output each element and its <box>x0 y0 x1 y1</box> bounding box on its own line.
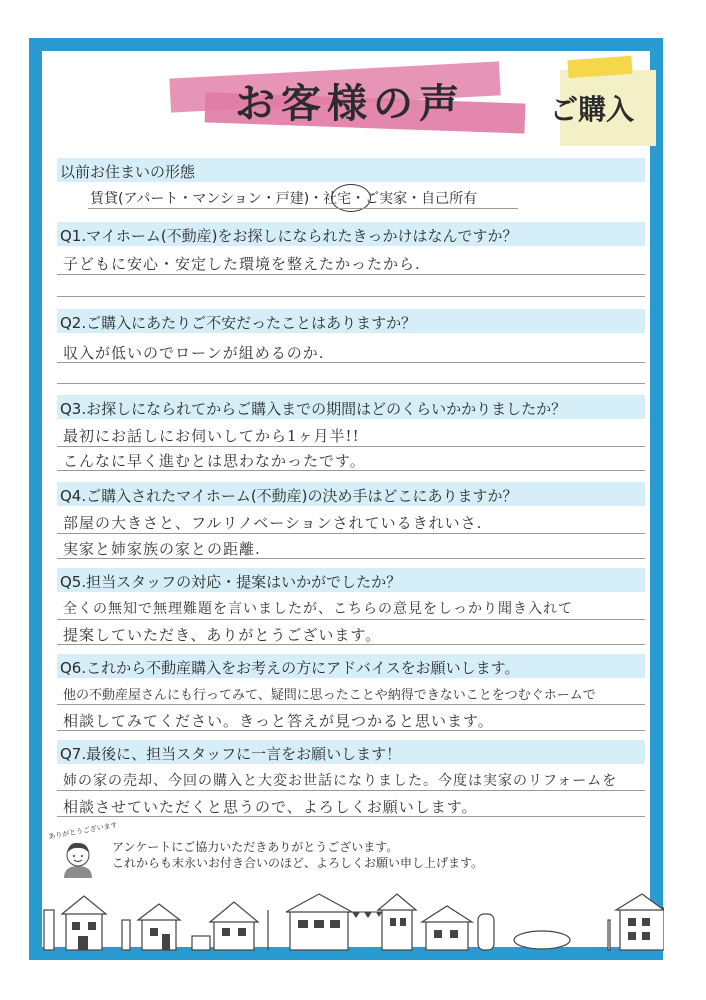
answer-line <box>57 704 645 705</box>
avatar-caption: ありがとうございます <box>47 820 119 842</box>
answer-4-line-1: 部屋の大きさと、フルリノベーションされているきれいさ. <box>63 514 483 532</box>
answer-line <box>57 619 645 620</box>
question-7: Q7.最後に、担当スタッフに一言をお願いします！ <box>60 745 402 763</box>
answer-6-line-2: 相談してみてください。きっと答えが見つかると思います。 <box>63 712 494 730</box>
answer-line <box>57 816 645 817</box>
answer-line <box>57 730 645 731</box>
answer-3-line-1: 最初にお話しにお伺いしてから1ヶ月半!! <box>63 427 360 445</box>
answer-line <box>57 296 645 297</box>
answer-line <box>57 790 645 791</box>
answer-4-line-2: 実家と姉家族の家との距離. <box>63 540 261 558</box>
answer-2-line-1: 収入が低いのでローンが組めるのか. <box>63 344 325 362</box>
thanks-line-2: これからも末永いお付き合いのほど、よろしくお願い申し上げます。 <box>112 856 484 870</box>
answer-3-line-2: こんなに早く進むとは思わなかったです。 <box>63 452 366 470</box>
town-illustration <box>42 890 664 952</box>
answer-7-line-2: 相談させていただくと思うので、よろしくお願いします。 <box>63 798 478 816</box>
staff-avatar-icon <box>60 838 96 878</box>
answer-line <box>57 383 645 384</box>
residence-options: 賃貸(アパート・マンション・戸建)・社宅・ご実家・自己所有 <box>90 191 478 207</box>
answer-7-line-1: 姉の家の売却、今回の購入と大変お世話になりました。今度は実家のリフォームを <box>63 773 618 789</box>
answer-line <box>57 558 645 559</box>
answer-1-line-1: 子どもに安心・安定した環境を整えたかったから. <box>63 255 421 273</box>
residence-label: 以前お住まいの形態 <box>60 163 196 181</box>
question-3: Q3.お探しになられてからご購入までの期間はどのくらいかかりましたか？ <box>60 400 567 418</box>
purchase-tag-label: ご購入 <box>550 93 635 126</box>
answer-line <box>57 533 645 534</box>
answer-line <box>57 274 645 275</box>
answer-5-line-2: 提案していただき、ありがとうございます。 <box>63 626 382 644</box>
answer-5-line-1: 全くの無知で無理難題を言いましたが、こちらの意見をしっかり聞き入れて <box>63 601 573 617</box>
answer-line <box>57 362 645 363</box>
answer-line <box>88 208 518 209</box>
question-5: Q5.担当スタッフの対応・提案はいかがでしたか？ <box>60 573 402 591</box>
question-4: Q4.ご購入されたマイホーム(不動産)の決め手はどこにありますか？ <box>60 487 518 505</box>
question-1: Q1.マイホーム(不動産)をお探しになられたきっかけはなんですか？ <box>60 227 518 245</box>
thanks-line-1: アンケートにご協力いただきありがとうございます。 <box>112 840 399 854</box>
answer-line <box>57 470 645 471</box>
answer-6-line-1: 他の不動産屋さんにも行ってみて、疑問に思ったことや納得できないことをつむぐホームで <box>63 688 596 703</box>
question-2: Q2.ご購入にあたりご不安だったことはありますか？ <box>60 314 417 332</box>
question-6: Q6.これから不動産購入をお考えの方にアドバイスをお願いします。 <box>60 659 520 677</box>
answer-line <box>57 446 645 447</box>
answer-line <box>57 644 645 645</box>
page-title: お客様の声 <box>235 80 465 127</box>
